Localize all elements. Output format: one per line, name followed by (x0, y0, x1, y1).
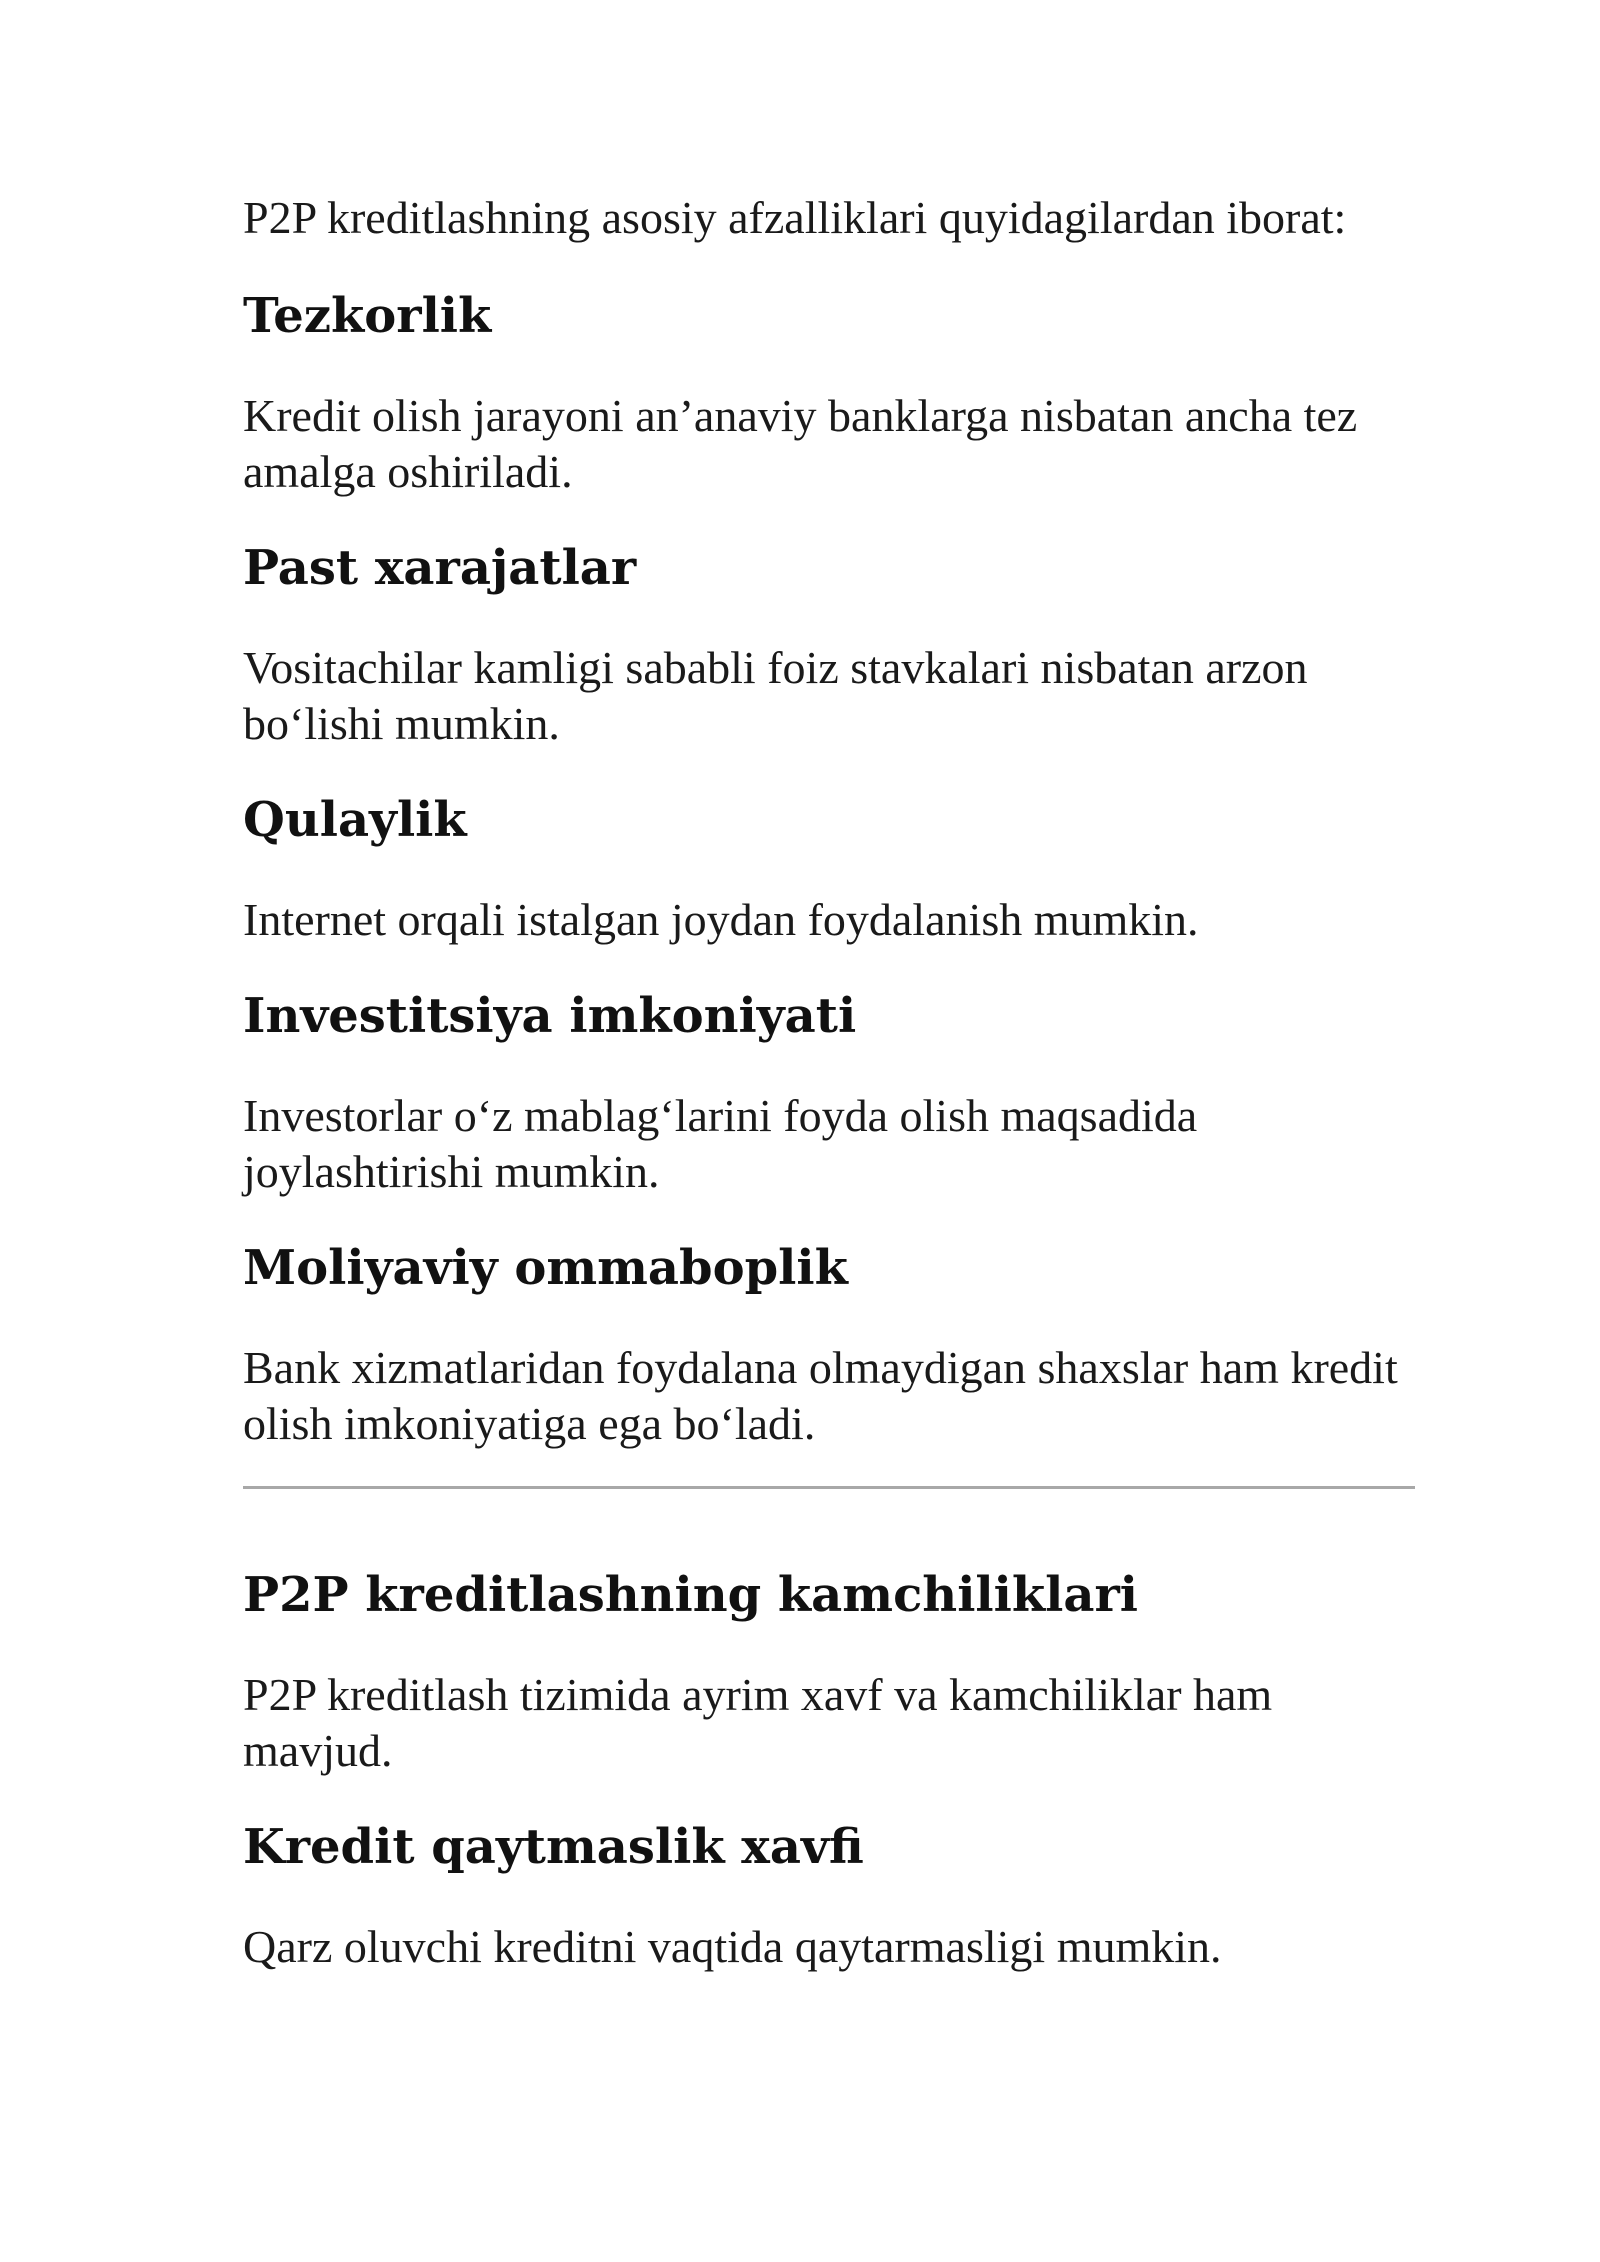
advantage-heading: Investitsiya imkoniyati (243, 988, 857, 1044)
advantage-text: Bank xizmatlaridan foydalana olmaydigan shaxslar ham kredit olish imkoniyatiga ega bo‘ladi. (243, 1342, 1398, 1449)
risk-heading: Kredit qaytmaslik xavfi (243, 1819, 864, 1875)
advantage-text: Internet orqali istalgan joydan foydalanish mumkin. (243, 894, 1199, 945)
advantage-text: Vositachilar kamligi sababli foiz stavkalari nisbatan arzon bo‘lishi mumkin. (243, 642, 1308, 749)
risk-section (243, 1817, 1415, 1975)
advantage-moliyaviy-ommaboplik (243, 1238, 1415, 1452)
disadvantages-section (243, 1565, 1415, 1779)
risk-text: Qarz oluvchi kreditni vaqtida qaytarmasligi mumkin. (243, 1921, 1222, 1972)
advantage-text: Investorlar o‘z mablag‘larini foyda olish maqsadida joylashtirishi mumkin. (243, 1090, 1198, 1197)
horizontal-divider (243, 1486, 1415, 1489)
advantage-qulaylik (243, 790, 1415, 948)
advantage-heading: Qulaylik (243, 792, 467, 848)
advantage-heading: Tezkorlik (243, 288, 492, 344)
advantage-tezkorlik (243, 286, 1415, 500)
advantage-heading: Past xarajatlar (243, 540, 637, 596)
section-text: P2P kreditlash tizimida ayrim xavf va kamchiliklar ham mavjud. (243, 1669, 1273, 1776)
advantage-heading: Moliyaviy ommaboplik (243, 1240, 848, 1296)
advantage-text: Kredit olish jarayoni an’anaviy banklarga nisbatan ancha tez amalga oshiriladi. (243, 390, 1358, 497)
document-page (243, 190, 1415, 2013)
advantage-past-xarajatlar (243, 538, 1415, 752)
intro-paragraph: P2P kreditlashning asosiy afzalliklari quyidagilardan iborat: (243, 192, 1347, 243)
advantage-investitsiya (243, 986, 1415, 1200)
section-heading: P2P kreditlashning kamchiliklari (243, 1567, 1139, 1623)
